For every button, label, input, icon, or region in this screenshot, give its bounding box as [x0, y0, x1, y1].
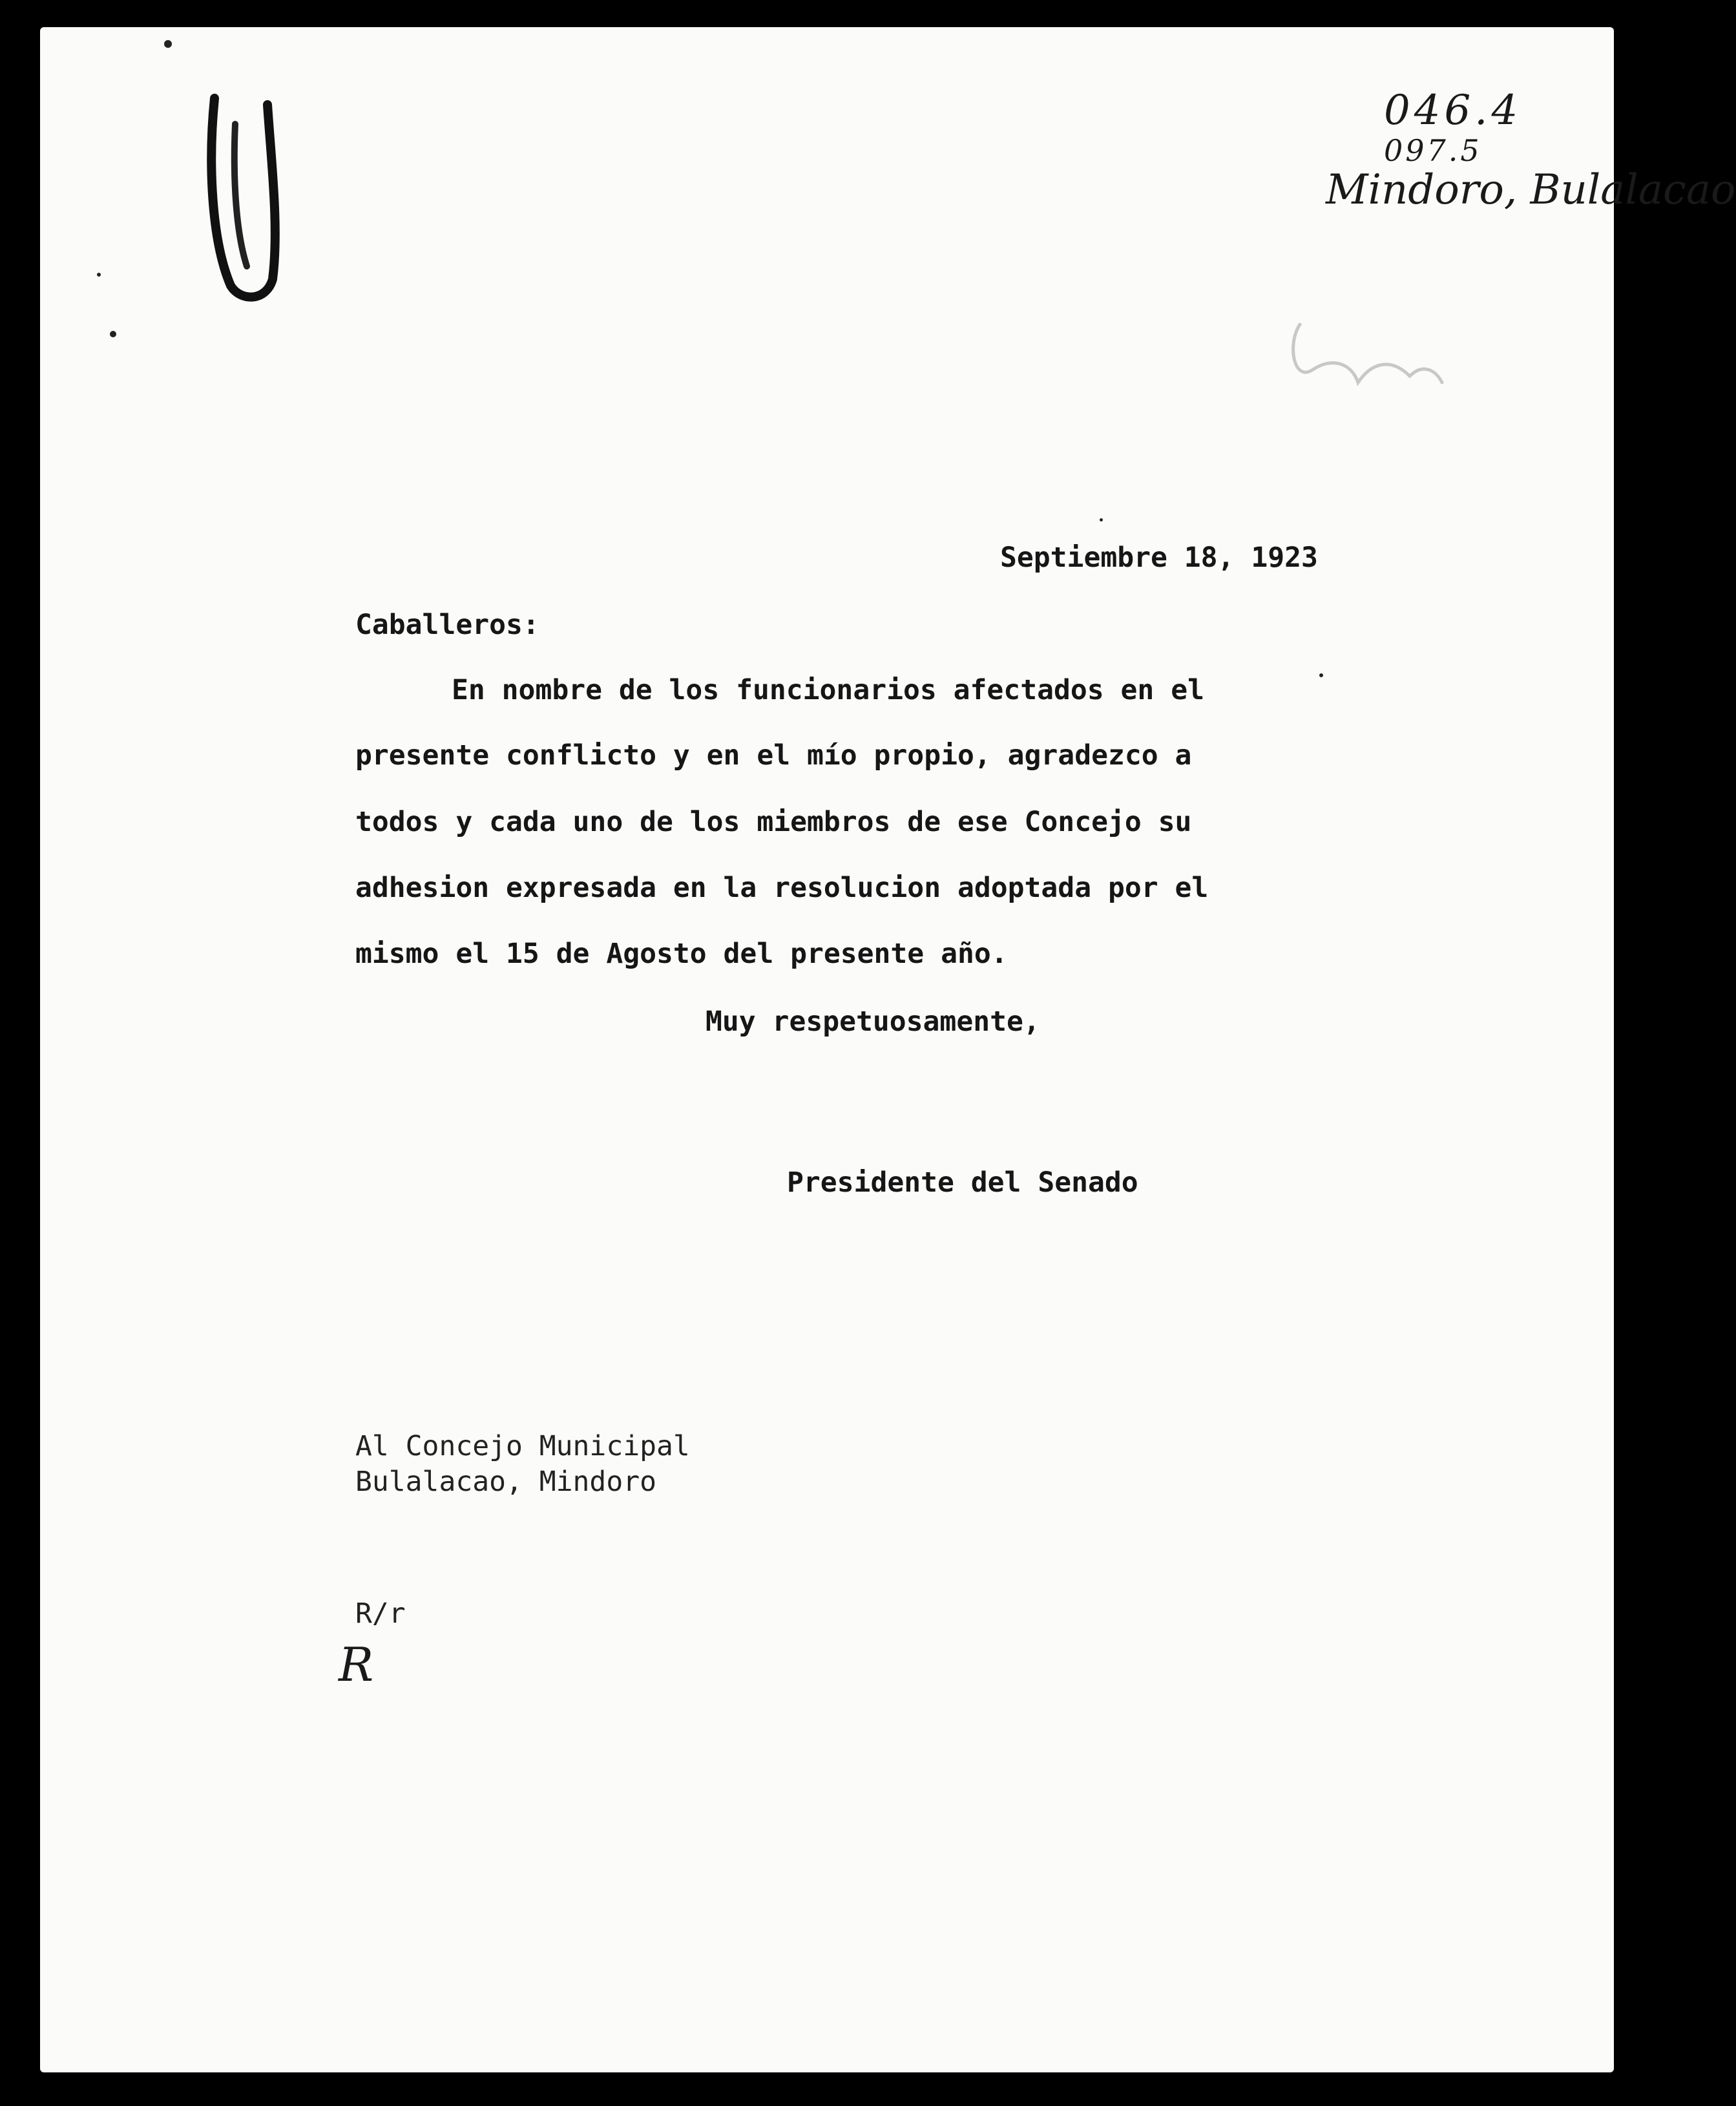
recipient-line: Bulalacao, Mindoro [355, 1466, 656, 1498]
ink-speck [97, 273, 101, 277]
handwritten-file-code: 046.4 [1384, 87, 1522, 134]
body-line: adhesion expresada en la resolucion adoptada por el [355, 872, 1209, 904]
body-line: presente conflicto y en el mío propio, agradezco a [355, 739, 1192, 772]
faint-pencil-mark [1281, 286, 1448, 415]
ink-speck [110, 331, 116, 337]
handwritten-file-code-secondary: 097.5 [1384, 133, 1482, 168]
signature-title: Presidente del Senado [787, 1166, 1138, 1199]
letter-closing: Muy respetuosamente, [706, 1006, 1040, 1038]
handwritten-initial: R [339, 1637, 374, 1692]
ink-speck [1100, 518, 1103, 521]
recipient-line: Al Concejo Municipal [355, 1430, 690, 1462]
handwritten-place-note: Mindoro, Bulalacao [1326, 166, 1736, 214]
reference-initials: R/r [355, 1597, 406, 1630]
body-line: En nombre de los funcionarios afectados en el [452, 674, 1204, 706]
document-page [40, 27, 1736, 2072]
paper-clip-shadow [195, 85, 292, 305]
letter-date: Septiembre 18, 1923 [1000, 542, 1318, 574]
ink-speck [164, 40, 172, 48]
letter-salutation: Caballeros: [355, 609, 539, 641]
body-line: mismo el 15 de Agosto del presente año. [355, 938, 1008, 970]
ink-speck [1319, 673, 1323, 677]
body-line: todos y cada uno de los miembros de ese Concejo su [355, 806, 1192, 838]
